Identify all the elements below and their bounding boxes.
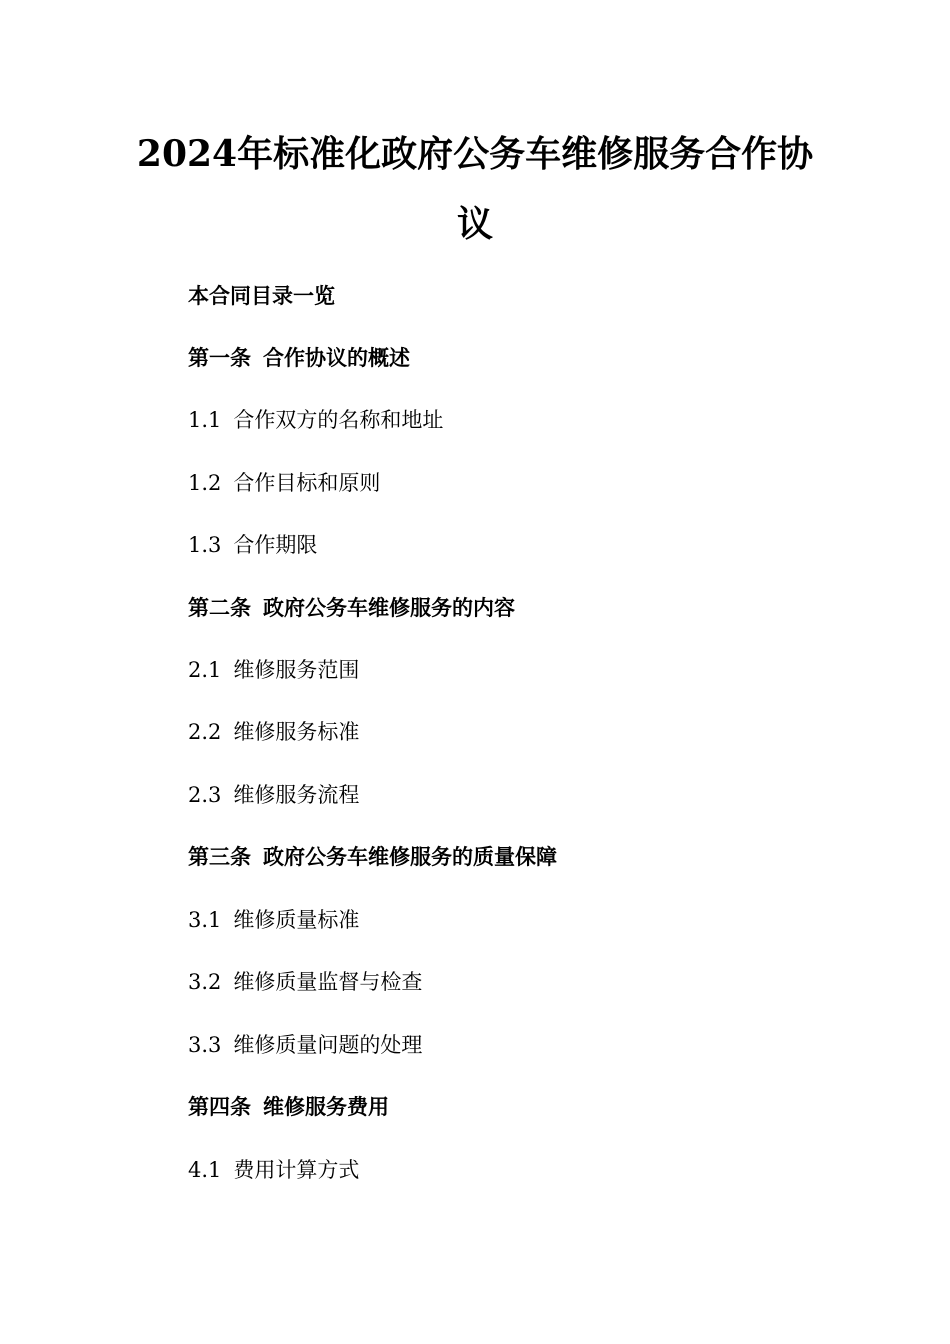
toc-section-label: 第三条 <box>188 845 251 869</box>
toc-item-number: 1.1 <box>188 408 222 432</box>
toc-item-text: 费用计算方式 <box>233 1158 360 1182</box>
toc-section-label: 第一条 <box>188 346 251 370</box>
toc-item-text: 合作双方的名称和地址 <box>233 408 444 432</box>
toc-section-label: 第四条 <box>188 1095 251 1119</box>
toc-item-3-1 <box>188 906 359 934</box>
toc-item-text: 合作期限 <box>233 533 318 557</box>
toc-item-text: 维修服务标准 <box>233 720 360 744</box>
toc-section-title: 合作协议的概述 <box>263 346 410 370</box>
toc-item-number: 1.2 <box>188 471 222 495</box>
toc-item-1-1 <box>188 406 443 434</box>
toc-item-2-2 <box>188 718 359 746</box>
toc-section-title: 政府公务车维修服务的内容 <box>263 596 515 620</box>
toc-item-number: 4.1 <box>188 1158 222 1182</box>
toc-item-number: 2.2 <box>188 720 222 744</box>
toc-item-number: 3.2 <box>188 970 222 994</box>
toc-item-number: 1.3 <box>188 533 222 557</box>
toc-item-text: 维修质量问题的处理 <box>233 1033 423 1057</box>
toc-item-3-3 <box>188 1031 422 1059</box>
toc-section-title: 政府公务车维修服务的质量保障 <box>263 845 557 869</box>
toc-item-number: 3.3 <box>188 1033 222 1057</box>
toc-item-number: 2.1 <box>188 658 222 682</box>
toc-section-title: 维修服务费用 <box>263 1095 389 1119</box>
toc-item-text: 维修质量标准 <box>233 908 360 932</box>
toc-section-label: 第二条 <box>188 596 251 620</box>
toc-item-text: 维修质量监督与检查 <box>233 970 423 994</box>
document-title-line-2: 议 <box>456 203 493 245</box>
toc-item-2-1 <box>188 656 359 684</box>
toc-item-text: 维修服务范围 <box>233 658 360 682</box>
toc-item-number: 3.1 <box>188 908 222 932</box>
toc-heading: 本合同目录一览 <box>188 284 335 308</box>
toc-item-2-3 <box>188 781 359 809</box>
toc-item-3-2 <box>188 968 422 996</box>
toc-section-3 <box>188 843 557 871</box>
toc-item-1-3 <box>188 531 317 559</box>
toc-item-text: 维修服务流程 <box>233 783 360 807</box>
toc-section-2 <box>188 594 515 622</box>
toc-item-number: 2.3 <box>188 783 222 807</box>
toc-item-1-2 <box>188 469 380 497</box>
toc-section-1 <box>188 344 410 372</box>
toc-item-4-1 <box>188 1156 359 1184</box>
toc-section-4 <box>188 1093 389 1121</box>
document-title-line-1: 2024年标准化政府公务车维修服务合作协 <box>136 133 814 175</box>
toc-item-text: 合作目标和原则 <box>233 471 381 495</box>
